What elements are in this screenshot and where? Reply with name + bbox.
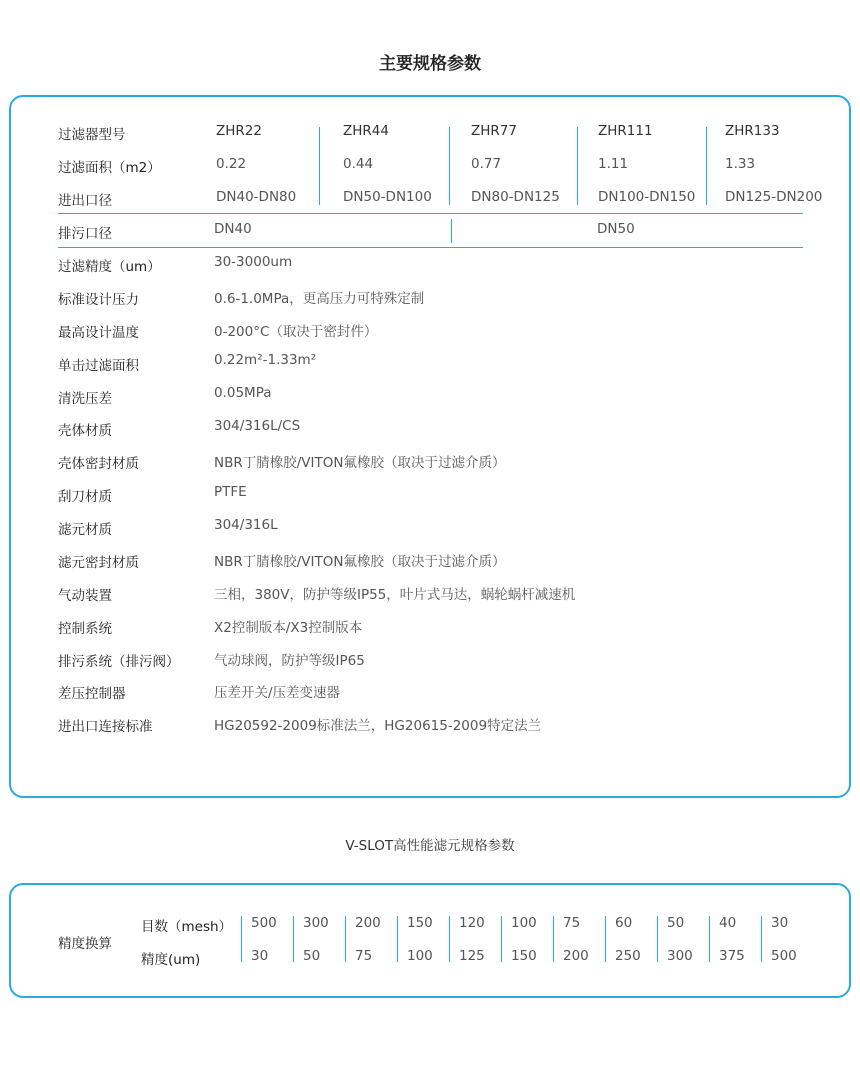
spec-row-label: 刮刀材质 <box>58 489 112 505</box>
spec-row-value: 压差开关/压差变速器 <box>214 685 341 701</box>
mesh-column-divider <box>761 916 762 962</box>
spec-row-label: 单击过滤面积 <box>58 358 139 374</box>
spec-row-label: 进出口连接标准 <box>58 719 153 735</box>
column-divider <box>451 219 452 243</box>
mesh-value: 50 <box>667 915 685 931</box>
spec-row-value: PTFE <box>214 484 247 500</box>
model-name: ZHR133 <box>725 123 780 139</box>
model-bore: DN50-DN100 <box>343 189 432 205</box>
precision-label: 精度(um) <box>141 952 201 968</box>
mesh-column-divider <box>553 916 554 962</box>
spec-row-value: NBR丁腈橡胶/VITON氟橡胶（取决于过滤介质） <box>214 554 506 570</box>
mesh-value: 300 <box>303 915 329 931</box>
spec-row-label: 壳体密封材质 <box>58 456 139 472</box>
main-title: 主要规格参数 <box>379 54 481 74</box>
precision-value: 75 <box>355 948 373 964</box>
vslot-title: V-SLOT高性能滤元规格参数 <box>345 838 515 854</box>
mesh-column-divider <box>501 916 502 962</box>
model-bore: DN40-DN80 <box>216 189 297 205</box>
mesh-value: 200 <box>355 915 381 931</box>
mesh-column-divider <box>293 916 294 962</box>
mesh-value: 75 <box>563 915 581 931</box>
drain-value: DN40 <box>214 221 252 237</box>
precision-value: 125 <box>459 948 485 964</box>
model-area: 1.11 <box>598 156 629 172</box>
spec-row-value: 304/316L/CS <box>214 418 301 434</box>
spec-row-label: 滤元材质 <box>58 522 112 538</box>
mesh-value: 500 <box>251 915 277 931</box>
spec-row-label: 标准设计压力 <box>58 292 139 308</box>
bore-label: 进出口径 <box>58 193 112 209</box>
precision-value: 300 <box>667 948 693 964</box>
column-divider <box>577 127 578 205</box>
precision-value: 30 <box>251 948 269 964</box>
spec-row-label: 控制系统 <box>58 621 112 637</box>
spec-row-value: 0-200°C（取决于密封件） <box>214 324 378 340</box>
mesh-column-divider <box>605 916 606 962</box>
precision-value: 500 <box>771 948 797 964</box>
spec-row-value: 0.05MPa <box>214 385 272 401</box>
spec-row-value: 三相，380V，防护等级IP55，叶片式马达，蜗轮蜗杆减速机 <box>214 587 576 603</box>
column-divider <box>706 127 707 205</box>
mesh-column-divider <box>345 916 346 962</box>
spec-row-label: 差压控制器 <box>58 686 126 702</box>
spec-row-label: 排污系统（排污阀） <box>58 654 180 670</box>
model-name: ZHR44 <box>343 123 389 139</box>
model-name: ZHR22 <box>216 123 262 139</box>
mesh-value: 100 <box>511 915 537 931</box>
mesh-value: 40 <box>719 915 737 931</box>
model-bore: DN80-DN125 <box>471 189 560 205</box>
area-label: 过滤面积（m2） <box>58 160 161 176</box>
model-area: 0.77 <box>471 156 502 172</box>
row-divider <box>58 247 803 248</box>
spec-row-label: 清洗压差 <box>58 391 112 407</box>
model-name: ZHR111 <box>598 123 653 139</box>
model-bore: DN100-DN150 <box>598 189 696 205</box>
model-area: 1.33 <box>725 156 756 172</box>
spec-row-value: HG20592-2009标准法兰，HG20615-2009特定法兰 <box>214 718 542 734</box>
model-bore: DN125-DN200 <box>725 189 823 205</box>
precision-value: 375 <box>719 948 745 964</box>
spec-row-value: 30-3000um <box>214 254 293 270</box>
spec-row-value: NBR丁腈橡胶/VITON氟橡胶（取决于过滤介质） <box>214 455 506 471</box>
mesh-value: 30 <box>771 915 789 931</box>
spec-row-label: 最高设计温度 <box>58 325 139 341</box>
spec-row-value: 0.22m²-1.33m² <box>214 352 317 368</box>
mesh-column-divider <box>449 916 450 962</box>
model-area: 0.44 <box>343 156 374 172</box>
mesh-label: 目数（mesh） <box>141 919 233 935</box>
drain-label: 排污口径 <box>58 226 112 242</box>
vslot-panel <box>9 883 851 998</box>
spec-row-label: 滤元密封材质 <box>58 555 139 571</box>
mesh-column-divider <box>709 916 710 962</box>
model-area: 0.22 <box>216 156 247 172</box>
mesh-value: 60 <box>615 915 633 931</box>
precision-value: 50 <box>303 948 321 964</box>
precision-value: 200 <box>563 948 589 964</box>
column-divider <box>319 127 320 205</box>
mesh-value: 150 <box>407 915 433 931</box>
column-divider <box>449 127 450 205</box>
mesh-column-divider <box>657 916 658 962</box>
spec-row-label: 气动装置 <box>58 588 112 604</box>
precision-group-label: 精度换算 <box>58 936 112 952</box>
precision-value: 250 <box>615 948 641 964</box>
precision-value: 150 <box>511 948 537 964</box>
precision-value: 100 <box>407 948 433 964</box>
mesh-column-divider <box>397 916 398 962</box>
spec-row-label: 壳体材质 <box>58 423 112 439</box>
spec-row-value: 0.6-1.0MPa，更高压力可特殊定制 <box>214 291 425 307</box>
spec-row-value: 304/316L <box>214 517 278 533</box>
row-divider <box>58 213 803 214</box>
spec-row-value: X2控制版本/X3控制版本 <box>214 620 363 636</box>
mesh-value: 120 <box>459 915 485 931</box>
spec-row-label: 过滤精度（um） <box>58 259 161 275</box>
mesh-column-divider <box>241 916 242 962</box>
drain-value: DN50 <box>597 221 635 237</box>
model-label: 过滤器型号 <box>58 127 126 143</box>
spec-row-value: 气动球阀，防护等级IP65 <box>214 653 365 669</box>
model-name: ZHR77 <box>471 123 517 139</box>
